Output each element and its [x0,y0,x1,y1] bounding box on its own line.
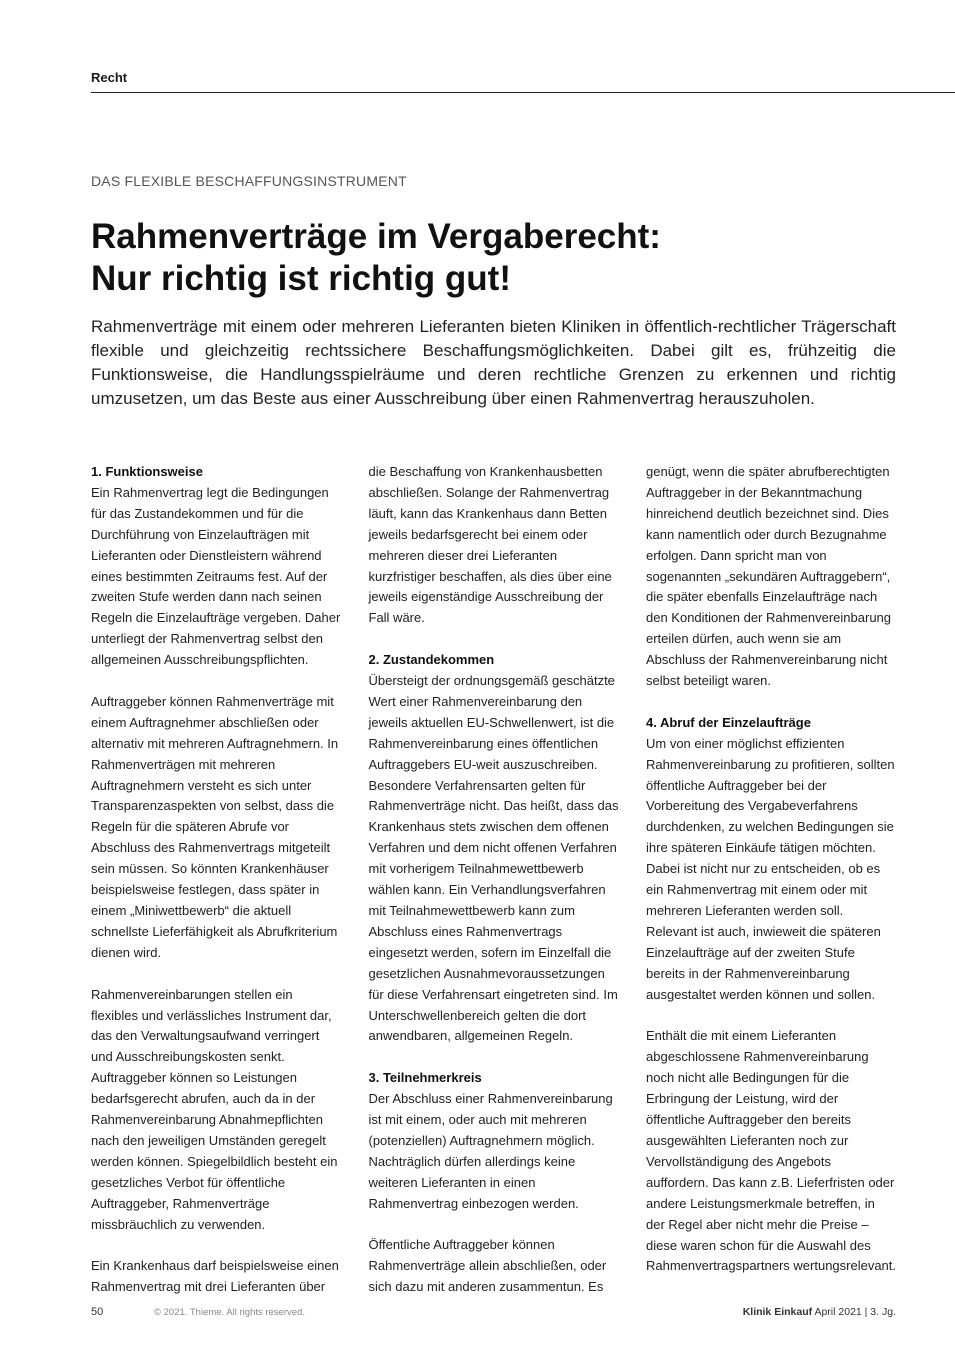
paragraph: Rahmenvereinbarungen stellen ein flexibles und verlässliches Instrument dar, das den Verwaltungsaufwand verringert und Ausschreibungskosten senkt. Auftraggeber können so Leistungen bedarfsgerecht abrufen, auch da in der Rahmenvereinbarung Abnahmepflichten nach den jeweiligen Umständen geregelt werden können. Spiegelbildlich besteht ein gesetzliches Verbot für öffentliche Auftraggeber, Rahmenverträge missbräuchlich zu verwenden. [91,986,338,1232]
article-lead: Rahmenverträge mit einem oder mehreren Lieferanten bieten Kliniken in öffentlich-rechtlicher Trägerschaft flexible und gleichzeitig rechtssichere Beschaffungsmöglichkeiten. Dabei gilt es, frühzeitig die Funktionsweise, die Handlungsspielräume und deren rechtliche Grenzen zu erkennen und richtig umzusetzen, um das Beste aus einer Ausschreibung über einen Rahmenvertrag herauszuholen. [91,317,896,408]
section-heading-abruf: 4. Abruf der Einzelaufträge [646,714,811,730]
journal-name: Klinik Einkauf [742,1306,813,1318]
paragraph: Der Abschluss einer Rahmenvereinbarung ist mit einem, oder auch mit mehreren (potenziellen) Auftragnehmern möglich. Nachträglich dürfen allerdings keine weiteren Lieferanten in einen Rahmenvertrag einbezogen werden. [368,1091,613,1211]
paragraph: die Beschaffung von Krankenhausbetten abschließen. Solange der Rahmenvertrag läuft, kann das Krankenhaus dann Betten jeweils bedarfsgerecht bei einem oder mehreren dieser drei Lieferanten kurzfristiger beschaffen, als dies über eine jeweils eigenständige Ausschreibung der Fall wäre. [368,464,612,626]
title-line-1: Rahmenverträge im Vergaberecht: [91,217,661,256]
paragraph: Um von einer möglichst effizienten Rahmenvereinbarung zu profitieren, sollten öffentliche Auftraggeber bei der Vorbereitung des Vergabeverfahrens durchdenken, zu welchen Bedingungen sie ihre späteren Einkäufe tätigen möchten. Dabei ist nicht nur zu entscheiden, ob es ein Rahmenvertrag mit einem oder mit mehreren Lieferanten werden soll. Relevant ist auch, inwieweit die späteren Einzelaufträge auf der zweiten Stufe bereits in der Rahmenvereinbarung ausgestaltet werden können und sollen. [646,735,895,1002]
header-divider [91,92,955,93]
article-kicker: DAS FLEXIBLE BESCHAFFUNGSINSTRUMENT [91,173,407,189]
paragraph: Öffentliche Auftraggeber können Rahmenverträge allein abschließen, oder sich dazu mit anderen zusammentun. Es [368,1237,607,1295]
paragraph: Auftraggeber können Rahmenverträge mit einem Auftragnehmer abschließen oder alternativ mit mehreren Auftragnehmern. In Rahmenverträgen mit mehreren Auftragnehmern versteht es sich unter Transparenzaspekten von selbst, dass die Regeln für die späteren Abrufe vor Abschluss des Rahmenvertrags mitgeteilt sein müssen. So könnten Krankenhäuser beispielsweise festlegen, dass später in einem „Miniwettbewerb“ die aktuell schnellste Lieferfähigkeit als Abrufkriterium dienen wird. [91,693,339,960]
section-heading-funktionsweise: 1. Funktionsweise [91,464,203,479]
section-heading-zustandekommen: 2. Zustandekommen [368,652,495,668]
paragraph: genügt, wenn die später abrufberechtigten Auftraggeber in der Bekanntmachung hinreichend deutlich bezeichnet sind. Dies kann namentlich oder durch Bezugnahme erfolgen. Dann spricht man von sogenannten „sekundären Auftraggebern“, die später ebenfalls Einzelaufträge nach den Konditionen der Rahmenvereinbarung erteilen dürfen, auch wenn sie am Abschluss der Rahmenvereinbarung nicht selbst beteiligt waren. [646,464,892,689]
paragraph: Ein Rahmenvertrag legt die Bedingungen für das Zustandekommen und für die Durchführung von Einzelaufträgen mit Lieferanten oder Dienstleistern während eines bestimmten Zeitraums fest. Auf der zweiten Stufe werden dann nach seinen Regeln die Einzelaufträge vergeben. Daher unterliegt der Rahmenvertrag selbst den allgemeinen Ausschreibungspflichten. [91,484,341,668]
paragraph: Übersteigt der ordnungsgemäß geschätzte Wert einer Rahmenvereinbarung den jeweils aktuellen EU-Schwellenwert, ist die Rahmenvereinbarung eines öffentlichen Auftraggebers EU-weit auszuschreiben. Besondere Verfahrensarten gelten für Rahmenverträge nicht. Das heißt, dass das Krankenhaus stets zwischen dem offenen Verfahren und dem nicht offenen Verfahren mit vorherigem Teilnahmewettbewerb wählen kann. Ein Verhandlungsverfahren mit Teilnahmewettbewerb kann zum Abschluss eines Rahmenvertrags eingesetzt werden, sofern im Einzelfall die gesetzlichen Ausnahmevoraussetzungen für diese Verfahrensart eingetreten sind. Im Unterschwellenbereich gelten die dort anwendbaren, allgemeinen Regeln. [368,673,619,1044]
article-body [91,462,896,1298]
page-number: 50 [91,1306,104,1318]
section-heading-teilnehmerkreis: 3. Teilnehmerkreis [368,1070,482,1086]
issue-info: April 2021 | 3. Jg. [814,1306,896,1318]
copyright-notice: © 2021. Thieme. All rights reserved. [154,1307,305,1318]
article-title [91,216,911,300]
column-1 [91,462,341,1298]
title-line-2: Nur richtig ist richtig gut! [91,259,511,298]
column-3 [646,462,896,1298]
paragraph: Enthält die mit einem Lieferanten abgeschlossene Rahmenvereinbarung noch nicht alle Bedingungen für die Erbringung der Leistung, wird der öffentliche Auftraggeber den bereits ausgewählten Lieferanten noch zur Vervollständigung des Angebots auffordern. Das kann z.B. Lieferfristen oder andere Leistungsmerkmale betreffen, in der Regel aber nicht mehr die Preise – diese waren schon für die Auswahl des Rahmenvertragspartners wertungsrelevant. [646,1028,897,1274]
column-2 [369,462,619,1298]
journal-info [743,1306,896,1318]
paragraph: Ein Krankenhaus darf beispielsweise einen Rahmenvertrag mit drei Lieferanten über [91,1258,339,1295]
section-label: Recht [91,70,128,85]
